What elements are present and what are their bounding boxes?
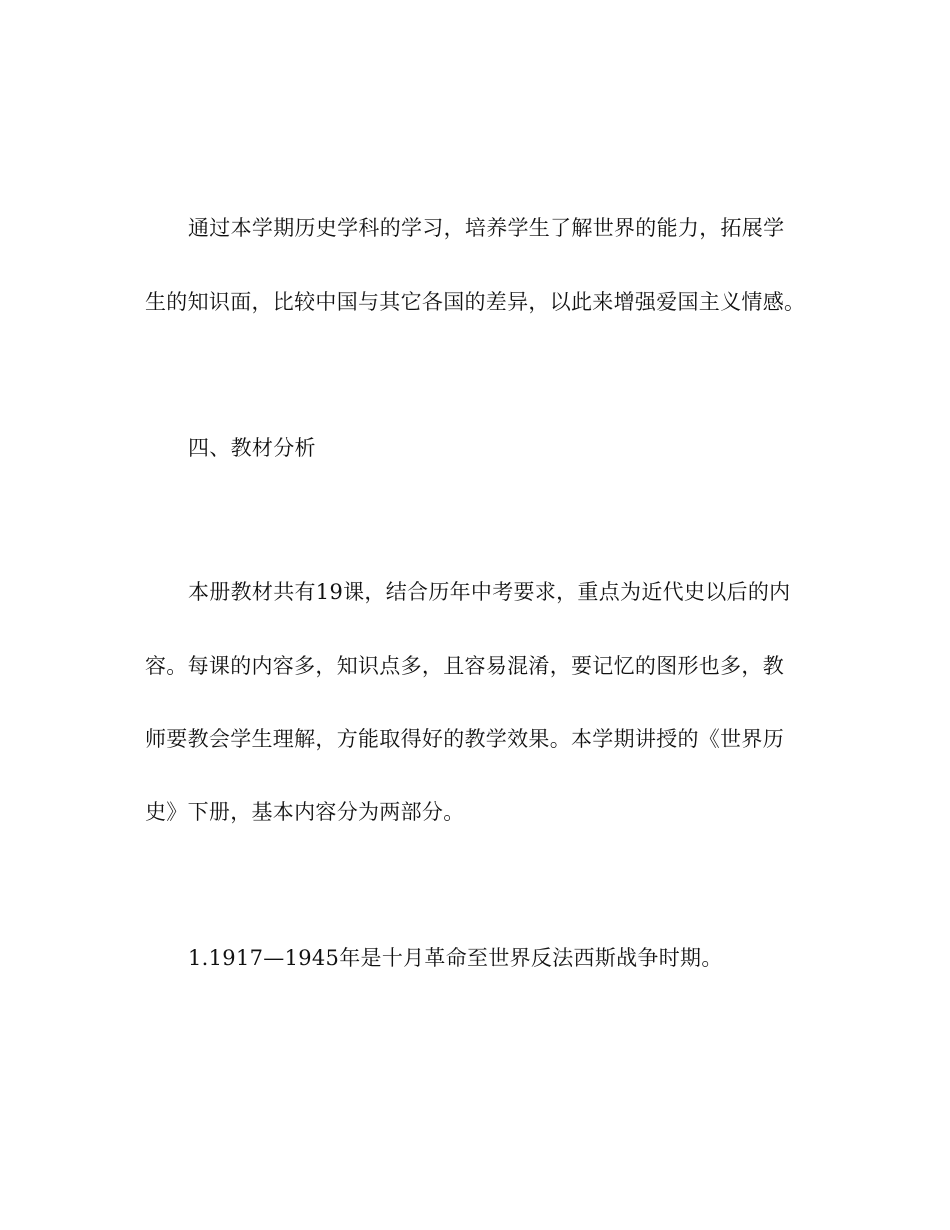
paragraph-2-line-4: 史》下册，基本内容分为两部分。 — [145, 800, 465, 824]
paragraph-1-line-2: 生的知识面，比较中国与其它各国的差异，以此来增强爱国主义情感。 — [145, 290, 806, 314]
paragraph-2-line-3: 师要教会学生理解，方能取得好的教学效果。本学期讲授的《世界历 — [145, 727, 784, 751]
paragraph-2-line-1: 本册教材共有19课，结合历年中考要求，重点为近代史以后的内 — [188, 580, 791, 604]
paragraph-2-line-2: 容。每课的内容多，知识点多，且容易混淆，要记忆的图形也多，教 — [145, 654, 784, 678]
paragraph-1-line-1: 通过本学期历史学科的学习，培养学生了解世界的能力，拓展学 — [188, 216, 785, 240]
list-item-1: 1.1917—1945年是十月革命至世界反法西斯战争时期。 — [188, 946, 723, 970]
section-heading-4: 四、教材分析 — [188, 436, 316, 460]
